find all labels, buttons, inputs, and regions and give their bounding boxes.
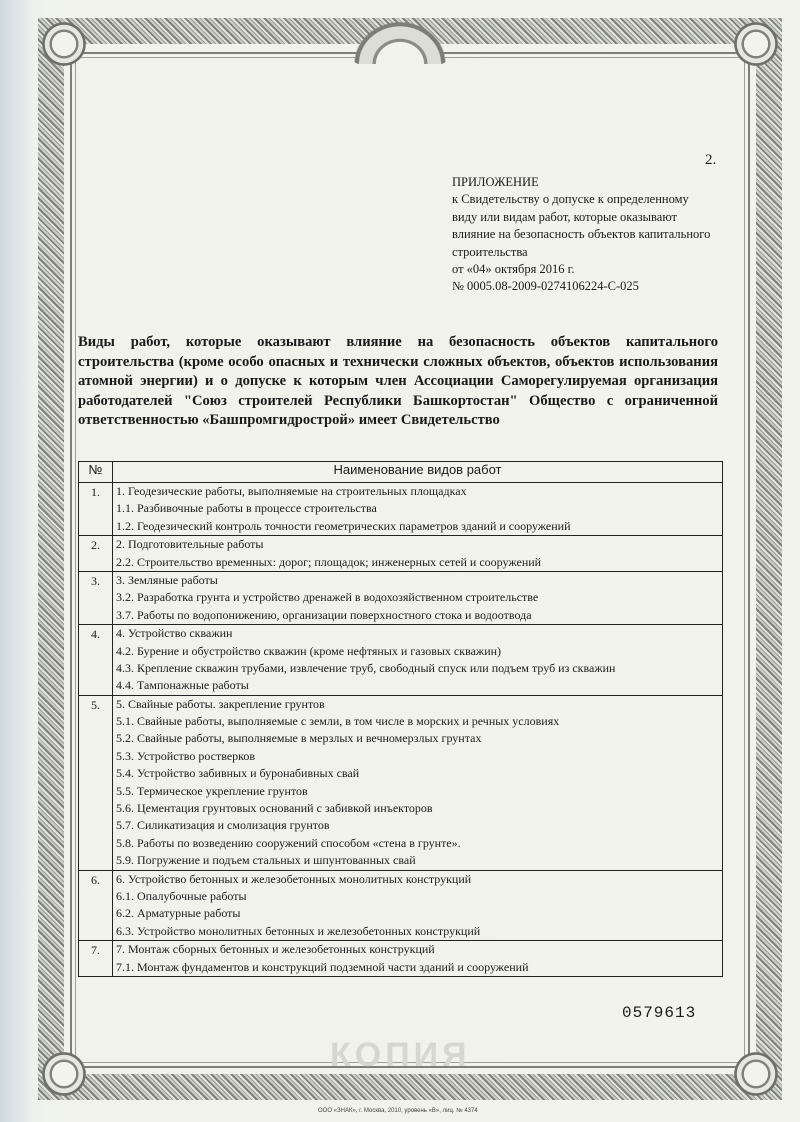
work-subitem: 3.7. Работы по водопонижению, организации поверхностного стока и водоотвода — [116, 607, 532, 622]
works-table-body — [79, 483, 723, 977]
work-group-title: 4. Устройство скважин — [116, 626, 233, 641]
appendix-line: строительства — [452, 244, 528, 259]
work-types-cell — [113, 483, 723, 536]
work-subitem: 5.8. Работы по возведению сооружений способом «стена в грунте». — [116, 835, 461, 850]
work-subitem: 4.2. Бурение и обустройство скважин (кроме нефтяных и газовых скважин) — [116, 643, 502, 658]
works-table — [78, 461, 723, 977]
work-group-title: 3. Земляные работы — [116, 572, 218, 587]
appendix-date: от «04» октября 2016 г. — [452, 262, 575, 277]
work-subitem: 1.2. Геодезический контроль точности геометрических параметров зданий и сооружений — [116, 518, 571, 533]
corner-ornament-bottom-right — [728, 1046, 784, 1102]
row-number: 2. — [79, 536, 113, 572]
top-medallion-ornament — [352, 20, 448, 64]
work-subitem: 5.1. Свайные работы, выполняемые с земли, в том числе в морских и речных условиях — [116, 714, 560, 729]
row-number: 1. — [79, 483, 113, 536]
corner-ornament-bottom-left — [36, 1046, 92, 1102]
work-subitem: 6.1. Опалубочные работы — [116, 888, 247, 903]
column-header-name: Наименование видов работ — [113, 462, 723, 483]
work-subitem: 4.4. Тампонажные работы — [116, 678, 249, 693]
document-heading: Виды работ, которые оказывают влияние на безопасность объектов капитального строительства (кроме особо опасных и технически сложных объектов, объектов использования атомной энергии) и о допуске к которым член Ассоциации Саморегулируемая организация работодателей "Союз строителей Республики Башкортостан" Общество с ограниченной ответственностью «Башпромгидрострой» имеет Свидетельство — [78, 334, 718, 429]
appendix-certificate-number: № 0005.08-2009-0274106224-С-025 — [452, 279, 639, 294]
table-row — [79, 571, 723, 624]
work-subitem: 5.4. Устройство забивных и буронабивных свай — [116, 766, 360, 781]
work-types-cell — [113, 695, 723, 870]
work-subitem: 4.3. Крепление скважин трубами, извлечение труб, свободный спуск или подъем труб из скважин — [116, 660, 616, 675]
work-group-title: 7. Монтаж сборных бетонных и железобетонных конструкций — [116, 942, 435, 957]
serial-number: 0579613 — [622, 1004, 697, 1022]
work-types-cell — [113, 536, 723, 572]
work-subitem: 5.3. Устройство ростверков — [116, 748, 256, 763]
row-number: 7. — [79, 941, 113, 977]
work-types-cell — [113, 625, 723, 696]
work-subitem: 5.5. Термическое укрепление грунтов — [116, 783, 308, 798]
table-row — [79, 870, 723, 941]
work-subitem: 6.2. Арматурные работы — [116, 906, 241, 921]
appendix-line: виду или видам работ, которые оказывают — [452, 209, 677, 224]
paper-fold-edge — [0, 0, 34, 1122]
row-number: 6. — [79, 870, 113, 941]
work-subitem: 3.2. Разработка грунта и устройство дренажей в водохозяйственном строительстве — [116, 590, 539, 605]
appendix-line: влияние на безопасность объектов капитального — [452, 227, 711, 242]
corner-ornament-top-left — [36, 16, 92, 72]
work-types-cell — [113, 571, 723, 624]
corner-ornament-top-right — [728, 16, 784, 72]
work-subitem: 5.7. Силикатизация и смолизация грунтов — [116, 818, 330, 833]
work-types-cell — [113, 941, 723, 977]
table-row — [79, 483, 723, 536]
table-row — [79, 941, 723, 977]
work-subitem: 1.1. Разбивочные работы в процессе строительства — [116, 501, 377, 516]
work-group-title: 6. Устройство бетонных и железобетонных монолитных конструкций — [116, 871, 472, 886]
row-number: 5. — [79, 695, 113, 870]
copy-watermark: КОПИЯ — [330, 1036, 471, 1074]
work-subitem: 5.6. Цементация грунтовых оснований с забивкой инъекторов — [116, 801, 433, 816]
work-group-title: 5. Свайные работы. закрепление грунтов — [116, 696, 325, 711]
work-subitem: 5.9. Погружение и подъем стальных и шпунтованных свай — [116, 853, 416, 868]
page-number: 2. — [705, 152, 717, 168]
printer-imprint: ООО «ЗНАК», г. Москва, 2010, уровень «В», лиц. № 4374 — [318, 1108, 478, 1114]
table-header-row — [79, 462, 723, 483]
work-group-title: 1. Геодезические работы, выполняемые на строительных площадках — [116, 484, 467, 498]
work-types-cell — [113, 870, 723, 941]
work-subitem: 2.2. Строительство временных: дорог; площадок; инженерных сетей и сооружений — [116, 554, 542, 569]
table-row — [79, 625, 723, 696]
work-subitem: 5.2. Свайные работы, выполняемые в мерзлых и вечномерзлых грунтах — [116, 731, 482, 746]
work-subitem: 7.1. Монтаж фундаментов и конструкций подземной части зданий и сооружений — [116, 959, 529, 974]
row-number: 4. — [79, 625, 113, 696]
work-subitem: 6.3. Устройство монолитных бетонных и железобетонных конструкций — [116, 923, 481, 938]
appendix-block — [452, 174, 752, 296]
table-row — [79, 536, 723, 572]
column-header-number: № — [79, 462, 113, 483]
row-number: 3. — [79, 571, 113, 624]
appendix-title: ПРИЛОЖЕНИЕ — [452, 175, 539, 189]
work-group-title: 2. Подготовительные работы — [116, 537, 264, 552]
table-row — [79, 695, 723, 870]
appendix-line: к Свидетельству о допуске к определенному — [452, 192, 689, 207]
